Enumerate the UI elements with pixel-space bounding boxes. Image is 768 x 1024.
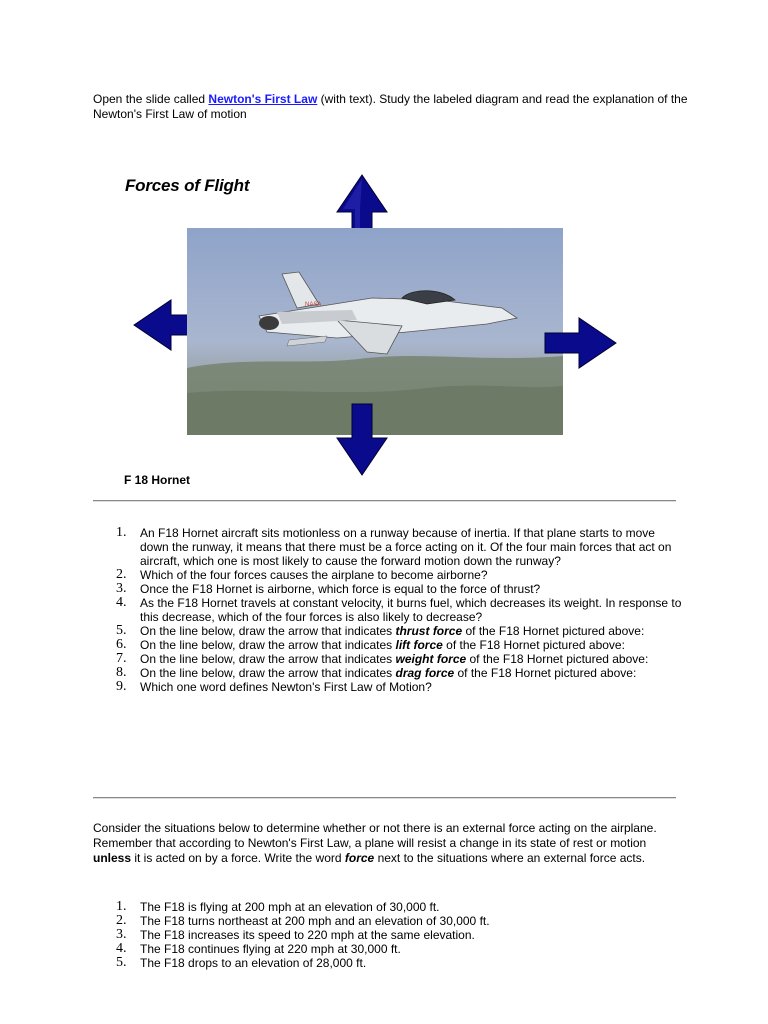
question-text: of the F18 Hornet pictured above: <box>466 652 649 666</box>
intro-text: Consider the situations below to determine whether or not there is an external force acting on the airplane. Remember that according to Newton's First Law, a plane will resist a change in its state of rest or motion <box>93 821 657 850</box>
intro-text-after: (with text). Study the labeled diagram and read the explanation of the Newton's First Law of motion <box>93 92 688 121</box>
situation-number: 2. <box>116 913 127 928</box>
question-text: An F18 Hornet aircraft sits motionless on a runway because of inertia. If that plane starts to move down the runway, it means that there must be a force acting on it. Of the four main forces that act on aircraft, which one is most likely to cause the forward motion down the runway? <box>140 526 672 568</box>
situation-item <box>93 928 683 942</box>
situations-intro-paragraph <box>93 821 673 866</box>
question-emphasis: weight force <box>395 652 467 666</box>
question-text: of the F18 Hornet pictured above: <box>454 666 637 680</box>
situations-list <box>93 900 683 970</box>
question-item <box>93 526 683 568</box>
svg-text:NASA: NASA <box>305 302 322 308</box>
newtons-first-law-link[interactable]: Newton's First Law <box>208 92 318 106</box>
question-text: As the F18 Hornet travels at constant velocity, it burns fuel, which decreases its weight. In response to this decrease, which of the four forces is also likely to decrease? <box>140 596 682 624</box>
question-text: Which of the four forces causes the airplane to become airborne? <box>140 568 488 582</box>
situation-number: 1. <box>116 899 127 914</box>
figure-title: Forces of Flight <box>125 176 250 195</box>
question-number: 3. <box>116 581 127 596</box>
question-item <box>93 624 683 638</box>
question-item <box>93 666 683 680</box>
question-item <box>93 582 683 596</box>
question-emphasis: drag force <box>395 666 455 680</box>
question-item <box>93 596 683 624</box>
question-text: On the line below, draw the arrow that indicates <box>140 624 396 638</box>
situation-text: The F18 continues flying at 220 mph at 30,000 ft. <box>140 942 401 956</box>
thrust-arrow-icon <box>543 316 617 370</box>
situation-text: The F18 turns northeast at 200 mph and an elevation of 30,000 ft. <box>140 914 490 928</box>
situation-text: The F18 increases its speed to 220 mph at the same elevation. <box>140 928 475 942</box>
question-item <box>93 652 683 666</box>
question-number: 2. <box>116 567 127 582</box>
divider-top <box>93 500 676 501</box>
divider-bottom <box>93 797 676 798</box>
questions-list <box>93 526 683 694</box>
intro-paragraph <box>93 92 693 122</box>
question-text: On the line below, draw the arrow that indicates <box>140 652 396 666</box>
question-emphasis: thrust force <box>395 624 463 638</box>
question-number: 5. <box>116 623 127 638</box>
question-number: 6. <box>116 637 127 652</box>
situation-item <box>93 900 683 914</box>
situation-text: The F18 drops to an elevation of 28,000 ft. <box>140 956 367 970</box>
intro-text: it is acted on by a force. Write the word <box>131 851 345 865</box>
question-text: Once the F18 Hornet is airborne, which force is equal to the force of thrust? <box>140 582 541 596</box>
situation-item <box>93 942 683 956</box>
intro-text: next to the situations where an external force acts. <box>374 851 646 865</box>
question-text: On the line below, draw the arrow that indicates <box>140 666 396 680</box>
question-text: of the F18 Hornet pictured above: <box>442 638 625 652</box>
question-text: of the F18 Hornet pictured above: <box>462 624 645 638</box>
weight-arrow-icon <box>335 402 389 476</box>
question-item <box>93 638 683 652</box>
situation-text: The F18 is flying at 200 mph at an elevation of 30,000 ft. <box>140 900 440 914</box>
situation-item <box>93 914 683 928</box>
situation-number: 3. <box>116 927 127 942</box>
question-number: 8. <box>116 665 127 680</box>
question-emphasis: lift force <box>395 638 443 652</box>
question-text: On the line below, draw the arrow that indicates <box>140 638 396 652</box>
question-number: 9. <box>116 679 127 694</box>
question-number: 4. <box>116 595 127 610</box>
situation-number: 4. <box>116 941 127 956</box>
question-number: 1. <box>116 525 127 540</box>
question-item <box>93 568 683 582</box>
question-number: 7. <box>116 651 127 666</box>
intro-text-before: Open the slide called <box>93 92 209 106</box>
situation-number: 5. <box>116 955 127 970</box>
question-item <box>93 680 683 694</box>
intro-emphasis: unless <box>93 851 132 865</box>
intro-emphasis: force <box>344 851 375 865</box>
question-text: Which one word defines Newton's First Law of Motion? <box>140 680 432 694</box>
situation-item <box>93 956 683 970</box>
figure-caption: F 18 Hornet <box>124 473 191 487</box>
